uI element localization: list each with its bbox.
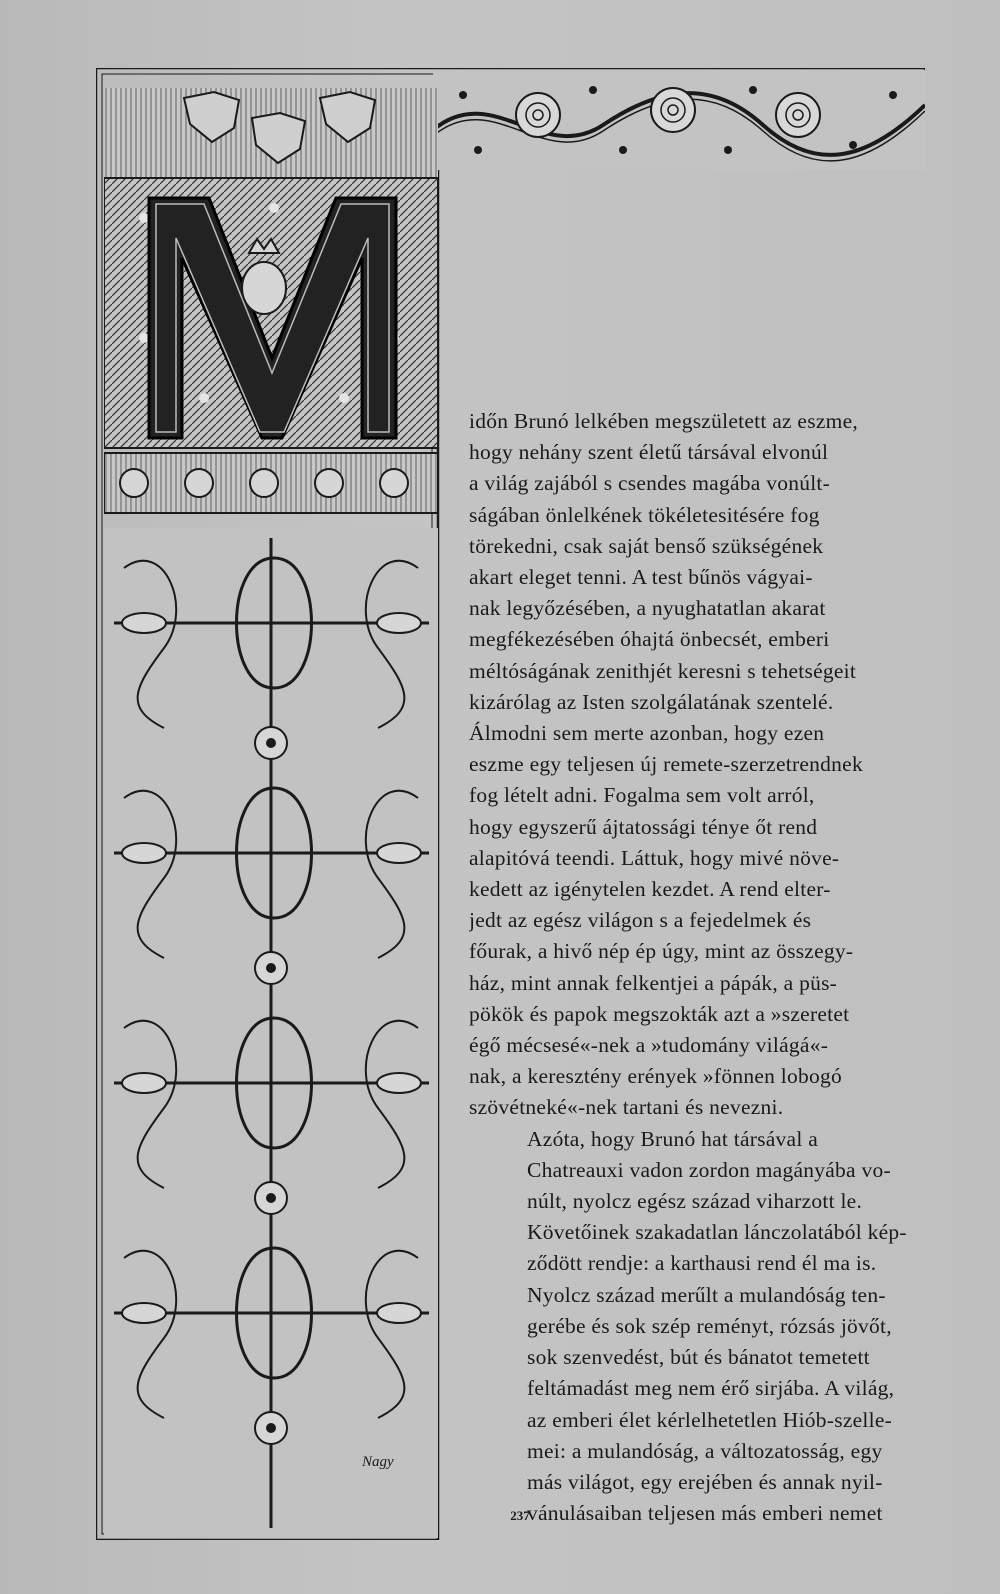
text-line: Követőinek szakadatlan lánczolatából kép-: [527, 1220, 907, 1245]
text-line: a világ zajából s csendes magába vonúlt-: [469, 471, 831, 496]
paragraph-1: [469, 406, 937, 1124]
text-line: akart eleget tenni. A test bűnös vágyai-: [469, 565, 813, 590]
text-line: Álmodni sem merte azonban, hogy ezen: [469, 721, 825, 746]
artist-signature: Nagy: [362, 1454, 394, 1470]
text-line: hogy egyszerű ájtatossági ténye őt rend: [469, 814, 818, 839]
text-line: főurak, a hivő nép ép úgy, mint az összegy-: [469, 939, 854, 964]
text-line: eszme egy teljesen új remete-szerzetrendnek: [469, 752, 863, 777]
text-line: törekedni, csak saját benső szükségének: [469, 533, 824, 558]
text-line: pökök és papok megszokták azt a »szeretet: [469, 1001, 850, 1026]
text-line: megfékezésében óhajtá önbecsét, emberi: [469, 627, 830, 652]
page-number: 237: [510, 1508, 530, 1523]
text-line: feltámadást meg nem érő sirjába. A világ,: [527, 1376, 895, 1401]
text-line: ságában önlelkének tökéletesitésére fog: [469, 502, 820, 527]
text-line: égő mécsesé«-nek a »tudomány világá«-: [469, 1033, 829, 1058]
text-line: más világot, egy erejében és annak nyil-: [527, 1469, 883, 1494]
text-line: méltóságának zenithjét keresni s tehetségeit: [469, 658, 857, 683]
text-line: hogy nehány szent életű társával elvonúl: [469, 440, 829, 465]
text-line: fog lételt adni. Fogalma sem volt arról,: [469, 783, 815, 808]
ornamental-initial-column: [104, 88, 438, 1538]
text-line: ződött rendje: a karthausi rend él ma is.: [527, 1251, 877, 1276]
text-line: kizárólag az Isten szolgálatának szentelé.: [469, 689, 834, 714]
text-line: az emberi élet kérlelhetetlen Hiób-szelle-: [527, 1407, 893, 1432]
text-line: jedt az egész világon s a fejedelmek és: [469, 908, 812, 933]
text-line: Azóta, hogy Brunó hat társával a: [527, 1126, 818, 1151]
text-line: mei: a mulandóság, a változatosság, egy: [527, 1438, 883, 1463]
text-line: sok szenvedést, bút és bánatot temetett: [527, 1345, 870, 1370]
text-line: nak, a keresztény erények »fönnen lobogó: [469, 1064, 842, 1089]
text-line: időn Brunó lelkében megszületett az eszme,: [469, 409, 859, 433]
text-line: nak legyőzésében, a nyughatatlan akarat: [469, 596, 826, 621]
text-line: kedett az igénytelen kezdet. A rend elter-: [469, 877, 831, 902]
text-line: núlt, nyolcz egész század viharzott le.: [527, 1189, 863, 1214]
text-line: Chatreauxi vadon zordon magányába vo-: [527, 1157, 891, 1182]
floral-header-band: [433, 70, 925, 170]
text-line: vánulásaiban teljesen más emberi nemet: [527, 1501, 883, 1526]
text-line: alapitóvá teendi. Láttuk, hogy mivé növe-: [469, 845, 840, 870]
text-line: szövétneké«-nek tartani és nevezni.: [469, 1095, 784, 1120]
text-line: Nyolcz század merűlt a mulandóság ten-: [527, 1282, 886, 1307]
text-line: ház, mint annak felkentjei a pápák, a püs-: [469, 970, 838, 995]
body-text: [469, 406, 937, 1529]
paragraph-2: [469, 1124, 937, 1530]
text-line: gerébe és sok szép reményt, rózsás jövőt,: [527, 1313, 892, 1338]
